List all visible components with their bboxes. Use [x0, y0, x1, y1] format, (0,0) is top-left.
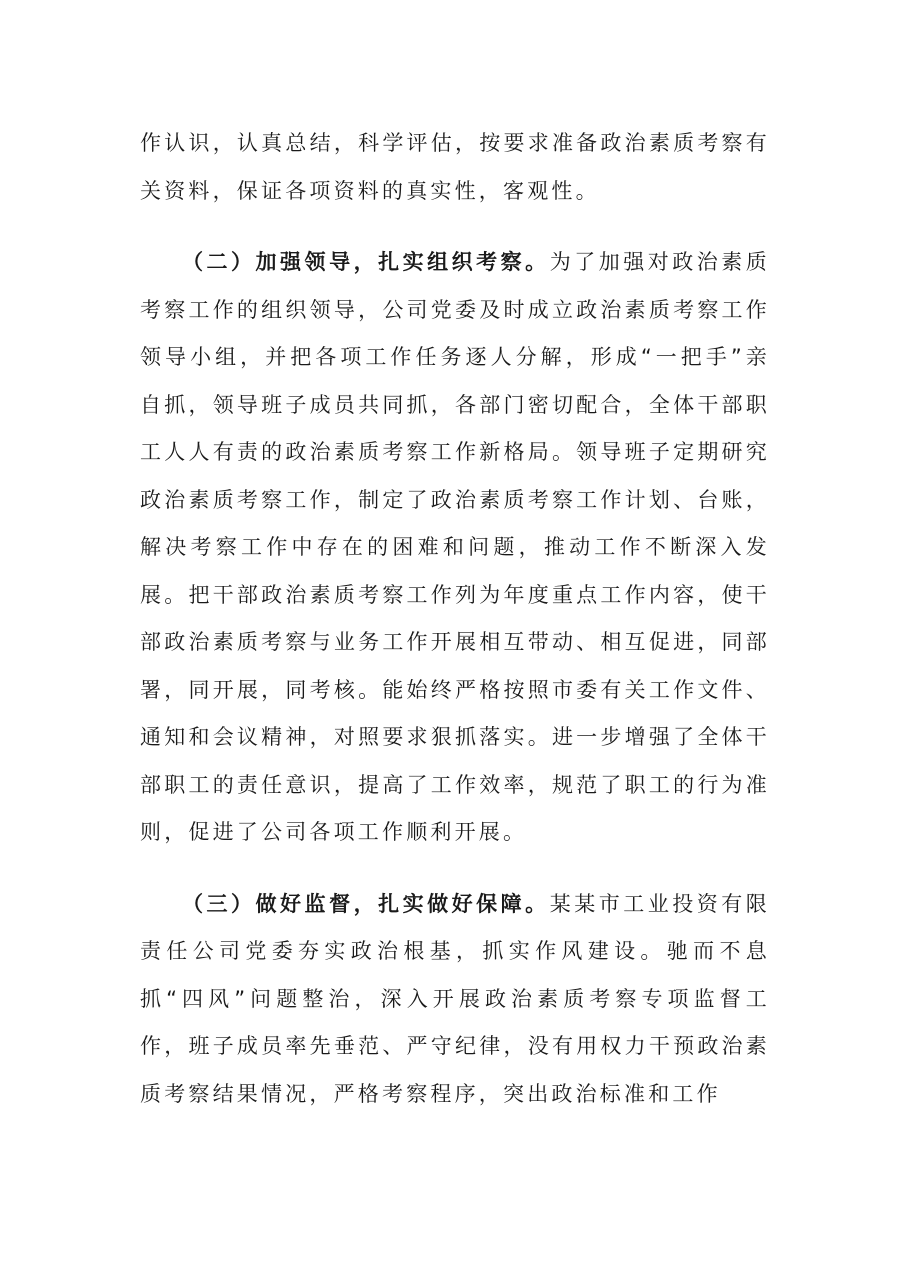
section-heading-3: （三）做好监督，扎实做好保障。 [182, 891, 550, 916]
paragraph-continuation [140, 120, 770, 215]
section-heading-2: （二）加强领导，扎实组织考察。 [182, 250, 550, 274]
paragraph-section-3 [140, 881, 770, 1119]
paragraph-body-text: 某某市工业投资有限责任公司党委夯实政治根基，抓实作风建设。驰而不息抓“四风”问题整治，深入开展政治素质考察专项监督工作，班子成员率先垂范、严守纪律，没有用权力干预政治素质考察结果情况，严格考察程序，突出政治标准和工作 [140, 891, 770, 1106]
document-body [140, 120, 770, 1118]
paragraph-section-2 [140, 239, 770, 857]
paragraph-body-text: 为了加强对政治素质考察工作的组织领导，公司党委及时成立政治素质考察工作领导小组，并把各项工作任务逐人分解，形成“一把手”亲自抓，领导班子成员共同抓，各部门密切配合，全体干部职工人人有责的政治素质考察工作新格局。领导班子定期研究政治素质考察工作，制定了政治素质考察工作计划、台账，解决考察工作中存在的困难和问题，推动工作不断深入发展。把干部政治素质考察工作列为年度重点工作内容，使干部政治素质考察与业务工作开展相互带动、相互促进，同部署，同开展，同考核。能始终严格按照市委有关工作文件、通知和会议精神，对照要求狠抓落实。进一步增强了全体干部职工的责任意识，提高了工作效率，规范了职工的行为准则，促进了公司各项工作顺利开展。 [140, 250, 770, 844]
paragraph-body-text: 作认识，认真总结，科学评估，按要求准备政治素质考察有关资料，保证各项资料的真实性，客观性。 [140, 131, 770, 203]
